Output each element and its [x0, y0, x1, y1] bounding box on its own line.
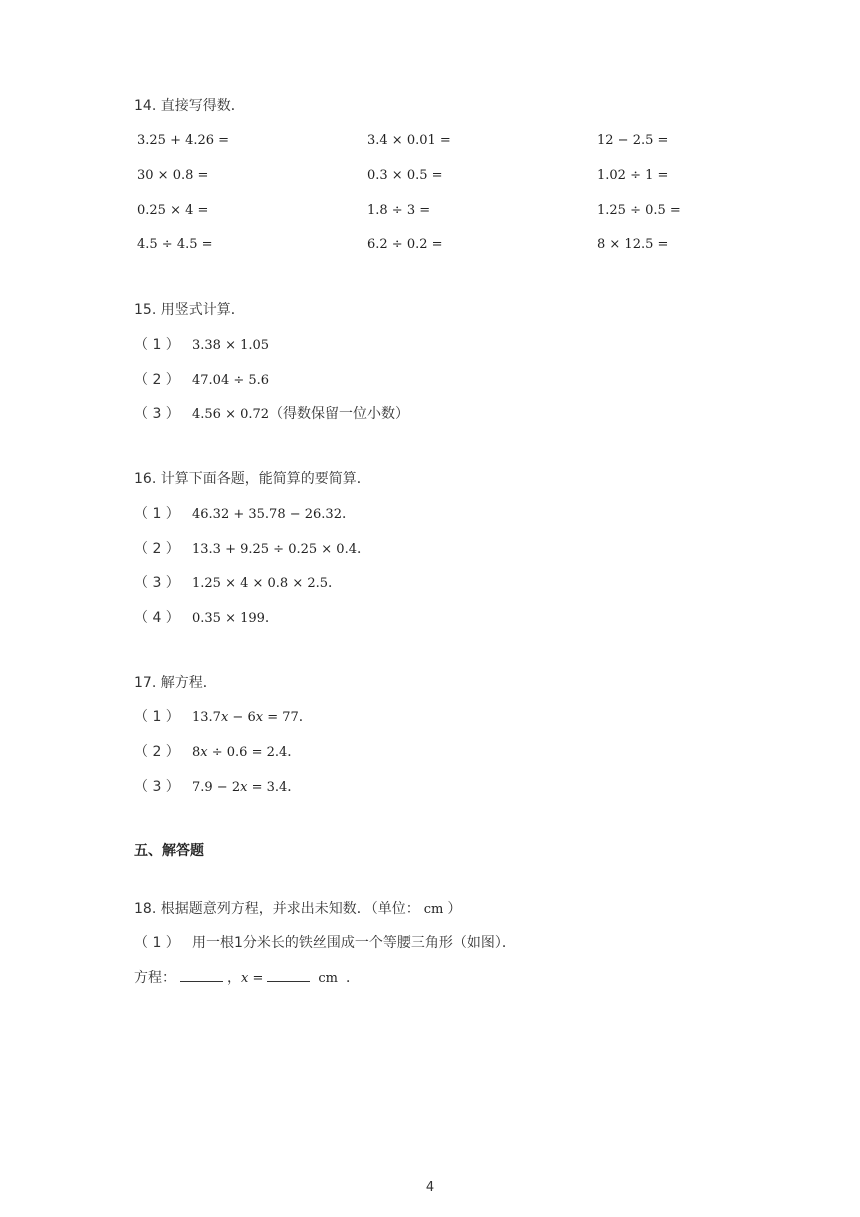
q18-heading-text: 18. 根据题意列方程，并求出未知数．（单位： [134, 901, 420, 917]
q17-item-2-a: 8 [192, 745, 201, 760]
q18-sub-1 [134, 933, 516, 953]
q16-item-2-expr: 13.3 + 9.25 ÷ 0.25 × 0.4 [192, 542, 357, 557]
q15-item-3-expr: 4.56 × 0.72 [192, 407, 270, 422]
q16-heading: 16. 计算下面各题，能简算的要简算． [134, 471, 371, 487]
page-number: 4 [425, 1180, 435, 1195]
q16-item-3-num: （ 3 ） [134, 575, 180, 591]
q18-sub-1-num: （ 1 ） [134, 935, 180, 951]
q16-item-1 [134, 504, 356, 525]
x-answer-blank[interactable] [267, 968, 310, 982]
q16-item-3-end: ． [328, 575, 343, 591]
q18-heading-end: ） [447, 901, 462, 917]
q14-r4-c3: 8 × 12.5 = [597, 237, 669, 252]
q15-item-1-expr: 3.38 × 1.05 [192, 338, 270, 353]
q17-item-3-num: （ 3 ） [134, 779, 180, 795]
q15-item-3-note: （得数保留一位小数） [269, 406, 410, 422]
q17-item-2-var1: x [200, 745, 208, 760]
q18-sub-1-text: 用一根1分米长的铁丝围成一个等腰三角形（如图）． [192, 935, 516, 951]
q17-item-3-b: = 3.4 [247, 780, 288, 795]
q17-item-2-b: ÷ 0.6 = 2.4 [207, 745, 288, 760]
section-title: 五、解答题 [134, 843, 204, 859]
q15-item-2-expr: 47.04 ÷ 5.6 [192, 373, 270, 388]
q18-x-expr [241, 971, 263, 986]
q16-item-1-expr: 46.32 + 35.78 − 26.32 [192, 507, 342, 522]
q15-item-3 [134, 404, 409, 425]
q14-r3-c1: 0.25 × 4 = [137, 203, 209, 218]
equation-answer-blank[interactable] [180, 968, 223, 982]
q15-item-1 [134, 335, 269, 356]
q17-item-1-b: − 6 [228, 710, 256, 725]
q17-item-2-expr [192, 745, 287, 760]
q16-item-4-num: （ 4 ） [134, 610, 180, 626]
q16-item-4 [134, 608, 279, 629]
q14-r4-c1: 4.5 ÷ 4.5 = [137, 237, 213, 252]
q17-item-1-c: = 77 [263, 710, 299, 725]
q17-item-3-a: 7.9 − 2 [192, 780, 241, 795]
q18-heading [134, 899, 461, 920]
q14-r1-c1: 3.25 + 4.26 = [137, 133, 230, 148]
q18-eq-label: 方程： [134, 970, 176, 986]
q17-item-1-end: ． [298, 709, 313, 725]
q17-item-1-expr [192, 710, 299, 725]
q16-item-2-end: ． [356, 541, 371, 557]
q16-item-4-expr: 0.35 × 199 [192, 611, 265, 626]
q17-item-2-end: ． [287, 744, 302, 760]
q14-r4-c2: 6.2 ÷ 0.2 = [367, 237, 443, 252]
q16-item-2-num: （ 2 ） [134, 541, 180, 557]
q18-eq-end: ． [345, 970, 360, 986]
q17-item-3 [134, 777, 301, 798]
q16-item-3 [134, 573, 342, 594]
q14-r2-c3: 1.02 ÷ 1 = [597, 168, 669, 183]
q14-r1-c2: 3.4 × 0.01 = [367, 133, 451, 148]
q17-item-3-expr [192, 780, 287, 795]
q16-item-1-num: （ 1 ） [134, 506, 180, 522]
q17-item-1-var1: x [220, 710, 229, 725]
q14-r3-c3: 1.25 ÷ 0.5 = [597, 203, 681, 218]
q18-heading-unit: cm [423, 902, 444, 917]
q18-x-var: x [241, 971, 249, 986]
q15-item-3-num: （ 3 ） [134, 406, 180, 422]
q17-item-2 [134, 742, 301, 763]
q15-item-2-num: （ 2 ） [134, 372, 180, 388]
q15-heading: 15. 用竖式计算． [134, 302, 245, 318]
q17-heading: 17. 解方程． [134, 675, 217, 691]
q17-item-1-num: （ 1 ） [134, 709, 180, 725]
q17-item-2-num: （ 2 ） [134, 744, 180, 760]
q16-item-2 [134, 539, 371, 560]
q14-r1-c3: 12 − 2.5 = [597, 133, 669, 148]
q18-eq-unit: cm [318, 971, 338, 986]
q16-item-1-end: ． [341, 506, 356, 522]
q14-r2-c2: 0.3 × 0.5 = [367, 168, 443, 183]
q18-equation-line [134, 968, 360, 989]
q18-x-eq: = [248, 971, 264, 986]
q14-heading: 14. 直接写得数． [134, 98, 245, 114]
q15-item-2 [134, 370, 269, 391]
q17-item-3-var1: x [240, 780, 248, 795]
q14-r2-c1: 30 × 0.8 = [137, 168, 209, 183]
q16-item-4-end: ． [264, 610, 279, 626]
q17-item-3-end: ． [287, 779, 302, 795]
q16-item-3-expr: 1.25 × 4 × 0.8 × 2.5 [192, 576, 329, 591]
q17-item-1-a: 13.7 [192, 710, 221, 725]
q14-r3-c2: 1.8 ÷ 3 = [367, 203, 431, 218]
q17-item-1-var2: x [255, 710, 264, 725]
q15-item-1-num: （ 1 ） [134, 337, 180, 353]
q18-comma: ， [227, 970, 241, 986]
q17-item-1 [134, 707, 313, 728]
